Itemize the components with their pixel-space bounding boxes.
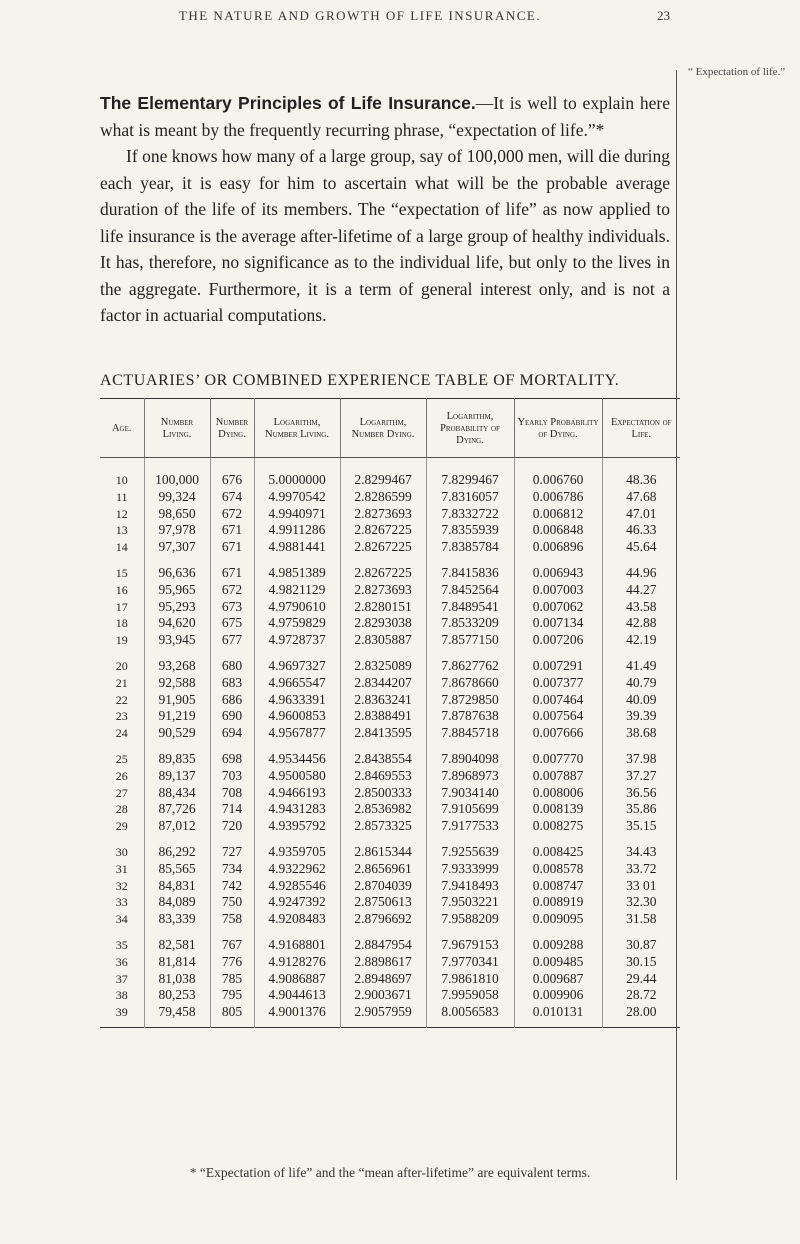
table-cell: 2.8656961 [340,861,426,878]
table-cell: 671 [210,522,254,539]
table-cell: 95,293 [144,599,210,616]
table-cell: 86,292 [144,835,210,861]
table-cell: 47.68 [626,488,657,504]
table-cell: 34.43 [626,843,657,859]
table-cell: 7.9105699 [426,801,514,818]
table-cell: 0.009288 [514,928,602,954]
table-cell: 13 [100,522,144,539]
table-cell: 750 [210,894,254,911]
table-cell: 25 [100,742,144,768]
mortality-table [100,398,680,1028]
table-cell: 4.9500580 [254,768,340,785]
table-cell: 2.8293038 [340,615,426,632]
table-row [100,911,680,928]
table-cell: 7.8452564 [426,582,514,599]
table-cell: 7.8415836 [426,556,514,582]
table-row [100,725,680,742]
table-row [100,954,680,971]
table-cell: 675 [210,615,254,632]
table-cell: 4.9168801 [254,928,340,954]
page-number: 23 [657,8,670,23]
table-cell: 7.9770341 [426,954,514,971]
table-cell: 0.008919 [514,894,602,911]
table-cell: 767 [210,928,254,954]
table-cell: 37 [100,971,144,988]
table-cell: 97,978 [144,522,210,539]
table-cell: 0.010131 [514,1004,602,1027]
table-cell: 7.8299467 [426,458,514,489]
table-cell: 89,137 [144,768,210,785]
table-row [100,582,680,599]
table-cell: 43.58 [626,598,657,614]
table-cell: 88,434 [144,785,210,802]
table-cell: 0.008275 [514,818,602,835]
table-row [100,692,680,709]
table-row [100,878,680,895]
table-cell: 0.008747 [514,878,602,895]
table-row [100,835,680,861]
table-cell: 7.8533209 [426,615,514,632]
table-cell: 2.8847954 [340,928,426,954]
table-row [100,539,680,556]
table-cell: 7.9959058 [426,987,514,1004]
table-cell: 32.30 [626,894,657,910]
table-cell: 686 [210,692,254,709]
table-cell: 33.72 [626,860,657,876]
table-cell: 22 [100,692,144,709]
table-cell: 37.98 [626,750,657,766]
table-cell: 23 [100,708,144,725]
table-cell: 671 [210,539,254,556]
table-cell: 2.9003671 [340,987,426,1004]
table-row [100,742,680,768]
table-cell: 2.8267225 [340,539,426,556]
table-row [100,506,680,523]
table-cell: 38.68 [626,725,657,741]
table-row [100,458,680,489]
column-header: Expectation of Life. [602,399,680,458]
table-cell: 2.8948697 [340,971,426,988]
table-row [100,632,680,649]
table-cell: 4.9970542 [254,489,340,506]
table-cell: 91,219 [144,708,210,725]
table-cell: 758 [210,911,254,928]
table-cell: 18 [100,615,144,632]
table-cell: 82,581 [144,928,210,954]
table-cell: 90,529 [144,725,210,742]
table-cell: 680 [210,649,254,675]
table-cell: 11 [100,489,144,506]
table-cell: 0.006943 [514,556,602,582]
margin-note: “ Expectation of life.” [688,66,786,78]
table-row [100,675,680,692]
table-cell: 17 [100,599,144,616]
table-cell: 4.9044613 [254,987,340,1004]
table-cell: 48.36 [626,472,657,487]
table-cell: 2.8280151 [340,599,426,616]
table-cell: 776 [210,954,254,971]
table-cell: 0.007666 [514,725,602,742]
table-row [100,708,680,725]
table-cell: 7.9255639 [426,835,514,861]
paragraph-1-text: —It is well to explain here what is meant by the frequently recurring phrase, “expectation of life.”* [100,93,670,140]
table-cell: 95,965 [144,582,210,599]
table-cell: 683 [210,675,254,692]
column-header: Number Living. [144,399,210,458]
table-cell: 0.009906 [514,987,602,1004]
column-header: Age. [100,399,144,458]
table-cell: 4.9697327 [254,649,340,675]
table-cell: 2.8500333 [340,785,426,802]
table-cell: 4.9665547 [254,675,340,692]
table-cell: 7.9861810 [426,971,514,988]
table-cell: 2.9057959 [340,1004,426,1027]
table-cell: 79,458 [144,1004,210,1027]
table-cell: 7.8729850 [426,692,514,709]
table-cell: 4.9128276 [254,954,340,971]
table-cell: 31 [100,861,144,878]
table-cell: 14 [100,539,144,556]
table-cell: 2.8388491 [340,708,426,725]
paragraph-2: If one knows how many of a large group, say of 100,000 men, will die during each year, it is easy for him to ascertain what will be the probable average duration of the life of its members. The “expectation of life” as now applied to life insurance is the average after-lifetime of a large group of healthy individuals. It has, therefore, no significance as to the individual life, but only to the lives in the aggregate. Furthermore, it is a term of general interest only, and is not a factor in actuarial computations. [100,146,670,325]
table-cell: 38 [100,987,144,1004]
table-cell: 44.96 [626,564,657,580]
table-cell: 2.8704039 [340,878,426,895]
table-cell: 35.86 [626,801,657,817]
table-cell: 93,945 [144,632,210,649]
table-cell: 0.008139 [514,801,602,818]
table-cell: 35.15 [626,818,657,834]
table-cell: 80,253 [144,987,210,1004]
table-cell: 2.8286599 [340,489,426,506]
table-cell: 24 [100,725,144,742]
table-cell: 96,636 [144,556,210,582]
table-cell: 703 [210,768,254,785]
table-cell: 676 [210,458,254,489]
table-cell: 7.9034140 [426,785,514,802]
table-cell: 84,831 [144,878,210,895]
table-cell: 30 [100,835,144,861]
table-cell: 672 [210,506,254,523]
table-cell: 15 [100,556,144,582]
table-row [100,556,680,582]
table-cell: 33 [100,894,144,911]
table-cell: 81,038 [144,971,210,988]
table-cell: 7.8577150 [426,632,514,649]
table-cell: 87,726 [144,801,210,818]
table-cell: 734 [210,861,254,878]
table-cell: 2.8898617 [340,954,426,971]
column-header: Logarithm, Number Living. [254,399,340,458]
table-row [100,861,680,878]
table-cell: 2.8750613 [340,894,426,911]
table-row [100,987,680,1004]
table-cell: 2.8299467 [340,458,426,489]
table-cell: 708 [210,785,254,802]
table-cell: 45.64 [626,539,657,555]
table-cell: 805 [210,1004,254,1027]
table-cell: 671 [210,556,254,582]
table-cell: 26 [100,768,144,785]
table-cell: 2.8325089 [340,649,426,675]
table-cell: 36.56 [626,784,657,800]
table-cell: 28 [100,801,144,818]
table-cell: 89,835 [144,742,210,768]
table-cell: 47.01 [626,505,657,521]
table-cell: 0.008006 [514,785,602,802]
column-header: Logarithm, Probability of Dying. [426,399,514,458]
table-cell: 2.8536982 [340,801,426,818]
table-cell: 742 [210,878,254,895]
table-cell: 677 [210,632,254,649]
table-cell: 98,650 [144,506,210,523]
table-cell: 87,012 [144,818,210,835]
table-cell: 32 [100,878,144,895]
table-cell: 7.8385784 [426,539,514,556]
table-cell: 0.006896 [514,539,602,556]
table-cell: 7.8845718 [426,725,514,742]
table-cell: 4.9322962 [254,861,340,878]
running-head: THE NATURE AND GROWTH OF LIFE INSURANCE. [178,8,542,23]
table-cell: 4.9940971 [254,506,340,523]
table-cell: 727 [210,835,254,861]
table-cell: 673 [210,599,254,616]
table-cell: 2.8438554 [340,742,426,768]
table-row [100,599,680,616]
column-header: Logarithm, Number Dying. [340,399,426,458]
table-cell: 85,565 [144,861,210,878]
table-cell: 4.9247392 [254,894,340,911]
table-cell: 0.007062 [514,599,602,616]
table-cell: 84,089 [144,894,210,911]
table-cell: 36 [100,954,144,971]
table-row [100,785,680,802]
table-cell: 16 [100,582,144,599]
table-cell: 27 [100,785,144,802]
table-cell: 4.9633391 [254,692,340,709]
column-header: Number Dying. [210,399,254,458]
table-cell: 7.8316057 [426,489,514,506]
table-row [100,489,680,506]
table-cell: 0.007291 [514,649,602,675]
table-cell: 4.9534456 [254,742,340,768]
table-cell: 19 [100,632,144,649]
table-cell: 7.8678660 [426,675,514,692]
table-row [100,801,680,818]
table-cell: 2.8363241 [340,692,426,709]
table-cell: 4.9466193 [254,785,340,802]
table-cell: 0.006786 [514,489,602,506]
table-row [100,894,680,911]
table-cell: 4.9600853 [254,708,340,725]
table-cell: 40.79 [626,674,657,690]
table-cell: 44.27 [626,581,657,597]
table-row [100,818,680,835]
table-cell: 0.007564 [514,708,602,725]
table-cell: 31.58 [626,911,657,927]
table-cell: 0.007206 [514,632,602,649]
table-cell: 93,268 [144,649,210,675]
table-cell: 40.09 [626,691,657,707]
table-cell: 12 [100,506,144,523]
table-cell: 29 [100,818,144,835]
table-cell: 99,324 [144,489,210,506]
table-cell: 7.8787638 [426,708,514,725]
table-cell: 39 [100,1004,144,1027]
table-cell: 33 01 [626,877,657,893]
table-cell: 2.8413595 [340,725,426,742]
table-cell: 7.9177533 [426,818,514,835]
table-cell: 4.9759829 [254,615,340,632]
table-header-row [100,399,680,458]
table-cell: 46.33 [626,522,657,538]
table-cell: 0.006760 [514,458,602,489]
table-cell: 29.44 [626,970,657,986]
table-cell: 714 [210,801,254,818]
table-cell: 720 [210,818,254,835]
table-cell: 37.27 [626,767,657,783]
table-cell: 0.007770 [514,742,602,768]
table-cell: 97,307 [144,539,210,556]
table-body [100,458,680,1028]
mortality-table-container [100,398,680,1028]
table-cell: 2.8273693 [340,506,426,523]
table-cell: 0.007377 [514,675,602,692]
table-cell: 7.9503221 [426,894,514,911]
table-cell: 0.007134 [514,615,602,632]
table-row [100,649,680,675]
table-cell: 7.9333999 [426,861,514,878]
table-cell: 698 [210,742,254,768]
table-cell: 4.9790610 [254,599,340,616]
table-cell: 795 [210,987,254,1004]
table-cell: 0.009485 [514,954,602,971]
table-cell: 2.8615344 [340,835,426,861]
table-cell: 7.9679153 [426,928,514,954]
table-row [100,928,680,954]
table-cell: 7.8332722 [426,506,514,523]
table-cell: 8.0056583 [426,1004,514,1027]
table-cell: 94,620 [144,615,210,632]
table-cell: 7.9418493 [426,878,514,895]
table-cell: 4.9431283 [254,801,340,818]
table-cell: 34 [100,911,144,928]
table-cell: 4.9728737 [254,632,340,649]
paragraph-1 [100,90,670,143]
table-cell: 28.72 [626,987,657,1003]
table-cell: 690 [210,708,254,725]
table-row [100,1004,680,1027]
table-cell: 39.39 [626,708,657,724]
body-text [100,90,670,329]
table-cell: 0.009095 [514,911,602,928]
table-row [100,971,680,988]
table-cell: 41.49 [626,657,657,673]
table-cell: 0.006812 [514,506,602,523]
table-cell: 694 [210,725,254,742]
table-cell: 81,814 [144,954,210,971]
table-row [100,522,680,539]
table-cell: 4.9851389 [254,556,340,582]
table-cell: 2.8344207 [340,675,426,692]
table-cell: 4.9395792 [254,818,340,835]
table-cell: 20 [100,649,144,675]
table-cell: 91,905 [144,692,210,709]
table-cell: 2.8273693 [340,582,426,599]
table-cell: 10 [100,458,144,489]
table-row [100,615,680,632]
table-cell: 4.9911286 [254,522,340,539]
table-row [100,768,680,785]
table-cell: 0.007464 [514,692,602,709]
table-cell: 7.8627762 [426,649,514,675]
table-cell: 2.8469553 [340,768,426,785]
table-cell: 30.15 [626,953,657,969]
table-cell: 4.9359705 [254,835,340,861]
table-cell: 7.8968973 [426,768,514,785]
table-cell: 30.87 [626,936,657,952]
table-cell: 35 [100,928,144,954]
table-cell: 28.00 [626,1004,657,1020]
table-cell: 7.8904098 [426,742,514,768]
column-header: Yearly Probability of Dying. [514,399,602,458]
table-cell: 0.008425 [514,835,602,861]
table-cell: 92,588 [144,675,210,692]
table-cell: 2.8267225 [340,522,426,539]
table-cell: 674 [210,489,254,506]
table-cell: 0.006848 [514,522,602,539]
table-cell: 2.8573325 [340,818,426,835]
table-cell: 2.8796692 [340,911,426,928]
table-cell: 0.008578 [514,861,602,878]
section-heading: The Elementary Principles of Life Insurance. [100,93,476,113]
table-cell: 83,339 [144,911,210,928]
table-cell: 672 [210,582,254,599]
table-cell: 42.19 [626,632,657,648]
table-cell: 7.8489541 [426,599,514,616]
table-cell: 7.8355939 [426,522,514,539]
table-cell: 4.9881441 [254,539,340,556]
table-title: ACTUARIES’ OR COMBINED EXPERIENCE TABLE OF MORTALITY. [100,372,620,389]
table-cell: 4.9001376 [254,1004,340,1027]
table-cell: 5.0000000 [254,458,340,489]
table-cell: 2.8267225 [340,556,426,582]
footnote: * “Expectation of life” and the “mean after-lifetime” are equivalent terms. [189,1165,591,1180]
table-cell: 0.009687 [514,971,602,988]
table-cell: 4.9208483 [254,911,340,928]
table-cell: 4.9285546 [254,878,340,895]
table-cell: 4.9567877 [254,725,340,742]
table-cell: 4.9821129 [254,582,340,599]
table-cell: 785 [210,971,254,988]
table-cell: 2.8305887 [340,632,426,649]
table-cell: 100,000 [144,458,210,489]
table-cell: 0.007887 [514,768,602,785]
table-cell: 0.007003 [514,582,602,599]
table-cell: 42.88 [626,615,657,631]
table-cell: 7.9588209 [426,911,514,928]
table-cell: 21 [100,675,144,692]
table-cell: 4.9086887 [254,971,340,988]
